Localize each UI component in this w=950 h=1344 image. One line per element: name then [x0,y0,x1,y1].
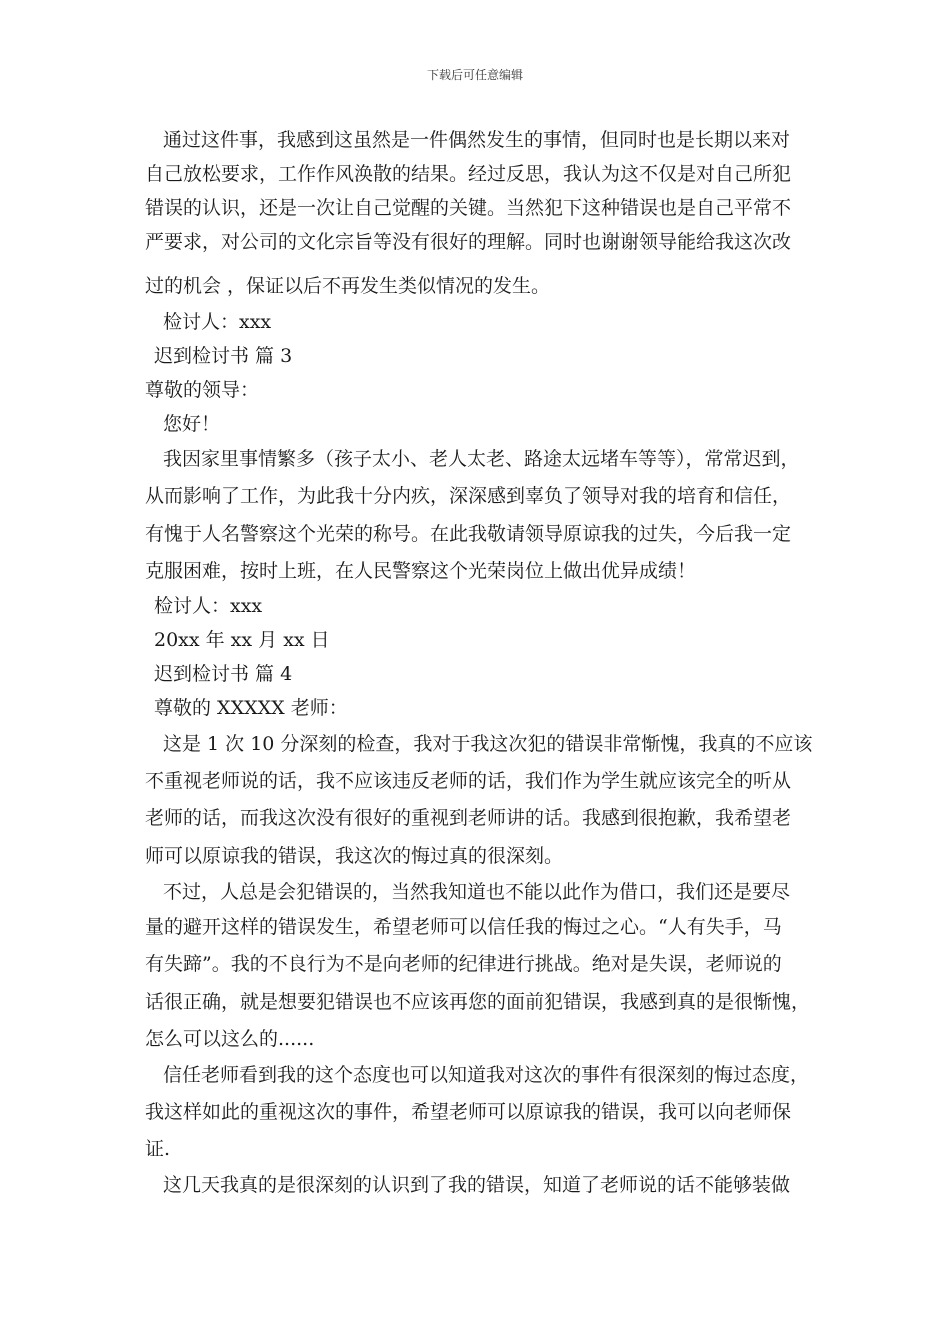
section-heading: 迟到检讨书 篇 4 [154,663,293,685]
body-line: 自己放松要求，工作作风涣散的结果。经过反思，我认为这不仅是对自己所犯 [145,163,792,185]
body-line: 话很正确，就是想要犯错误也不应该再您的面前犯错误，我感到真的是很惭愧， [145,991,811,1013]
body-line: 严要求，对公司的文化宗旨等没有很好的理解。同时也谢谢领导能给我这次改 [145,231,792,253]
body-line: 量的避开这样的错误发生，希望老师可以信任我的悔过之心。“人有失手，马 [145,916,782,938]
section-heading: 迟到检讨书 篇 3 [154,345,293,367]
body-line: 不重视老师说的话，我不应该违反老师的话，我们作为学生就应该完全的听从 [145,770,792,792]
body-line: 老师的话，而我这次没有很好的重视到老师讲的话。我感到很抱歉，我希望老 [145,807,792,829]
body-line: 我因家里事情繁多（孩子太小、老人太老、路途太远堵车等等），常常迟到， [163,448,800,470]
body-line: 有失蹄”。我的不良行为不是向老师的纪律进行挑战。绝对是失误，老师说的 [145,953,782,975]
page-header: 下载后可任意编辑 [426,68,523,82]
body-line: 通过这件事，我感到这虽然是一件偶然发生的事情，但同时也是长期以来对 [163,129,791,151]
date-line: 20xx 年 xx 月 xx 日 [154,629,330,651]
body-line: 克服困难，按时上班，在人民警察这个光荣岗位上做出优异成绩！ [145,560,697,582]
signature-line: 检讨人：xxx [163,311,272,333]
body-line: 错误的认识，还是一次让自己觉醒的关键。当然犯下这种错误也是自己平常不 [145,197,792,219]
salutation: 尊敬的领导： [145,379,260,401]
signature-line: 检讨人：xxx [154,595,263,617]
body-line: 这是 1 次 10 分深刻的检查，我对于我这次犯的错误非常惭愧，我真的不应该 [163,733,813,755]
body-line: 证. [145,1138,171,1160]
body-line: 师可以原谅我的错误，我这次的悔过真的很深刻。 [145,845,564,867]
body-line: 这几天我真的是很深刻的认识到了我的错误，知道了老师说的话不能够装做 [163,1174,791,1196]
body-line: 有愧于人名警察这个光荣的称号。在此我敬请领导原谅我的过失，今后我一定 [145,523,792,545]
greeting: 您好！ [163,413,221,435]
salutation: 尊敬的 XXXXX 老师： [154,697,348,719]
body-line: 从而影响了工作，为此我十分内疚，深深感到辜负了领导对我的培育和信任， [145,485,792,507]
body-line: 怎么可以这么的...... [145,1028,315,1050]
body-line: 信任老师看到我的这个态度也可以知道我对这次的事件有很深刻的悔过态度， [163,1064,810,1086]
body-line: 我这样如此的重视这次的事件，希望老师可以原谅我的错误，我可以向老师保 [145,1101,792,1123]
body-line: 过的机会 ，保证以后不再发生类似情况的发生。 [145,275,551,297]
body-line: 不过，人总是会犯错误的，当然我知道也不能以此作为借口，我们还是要尽 [163,881,791,903]
